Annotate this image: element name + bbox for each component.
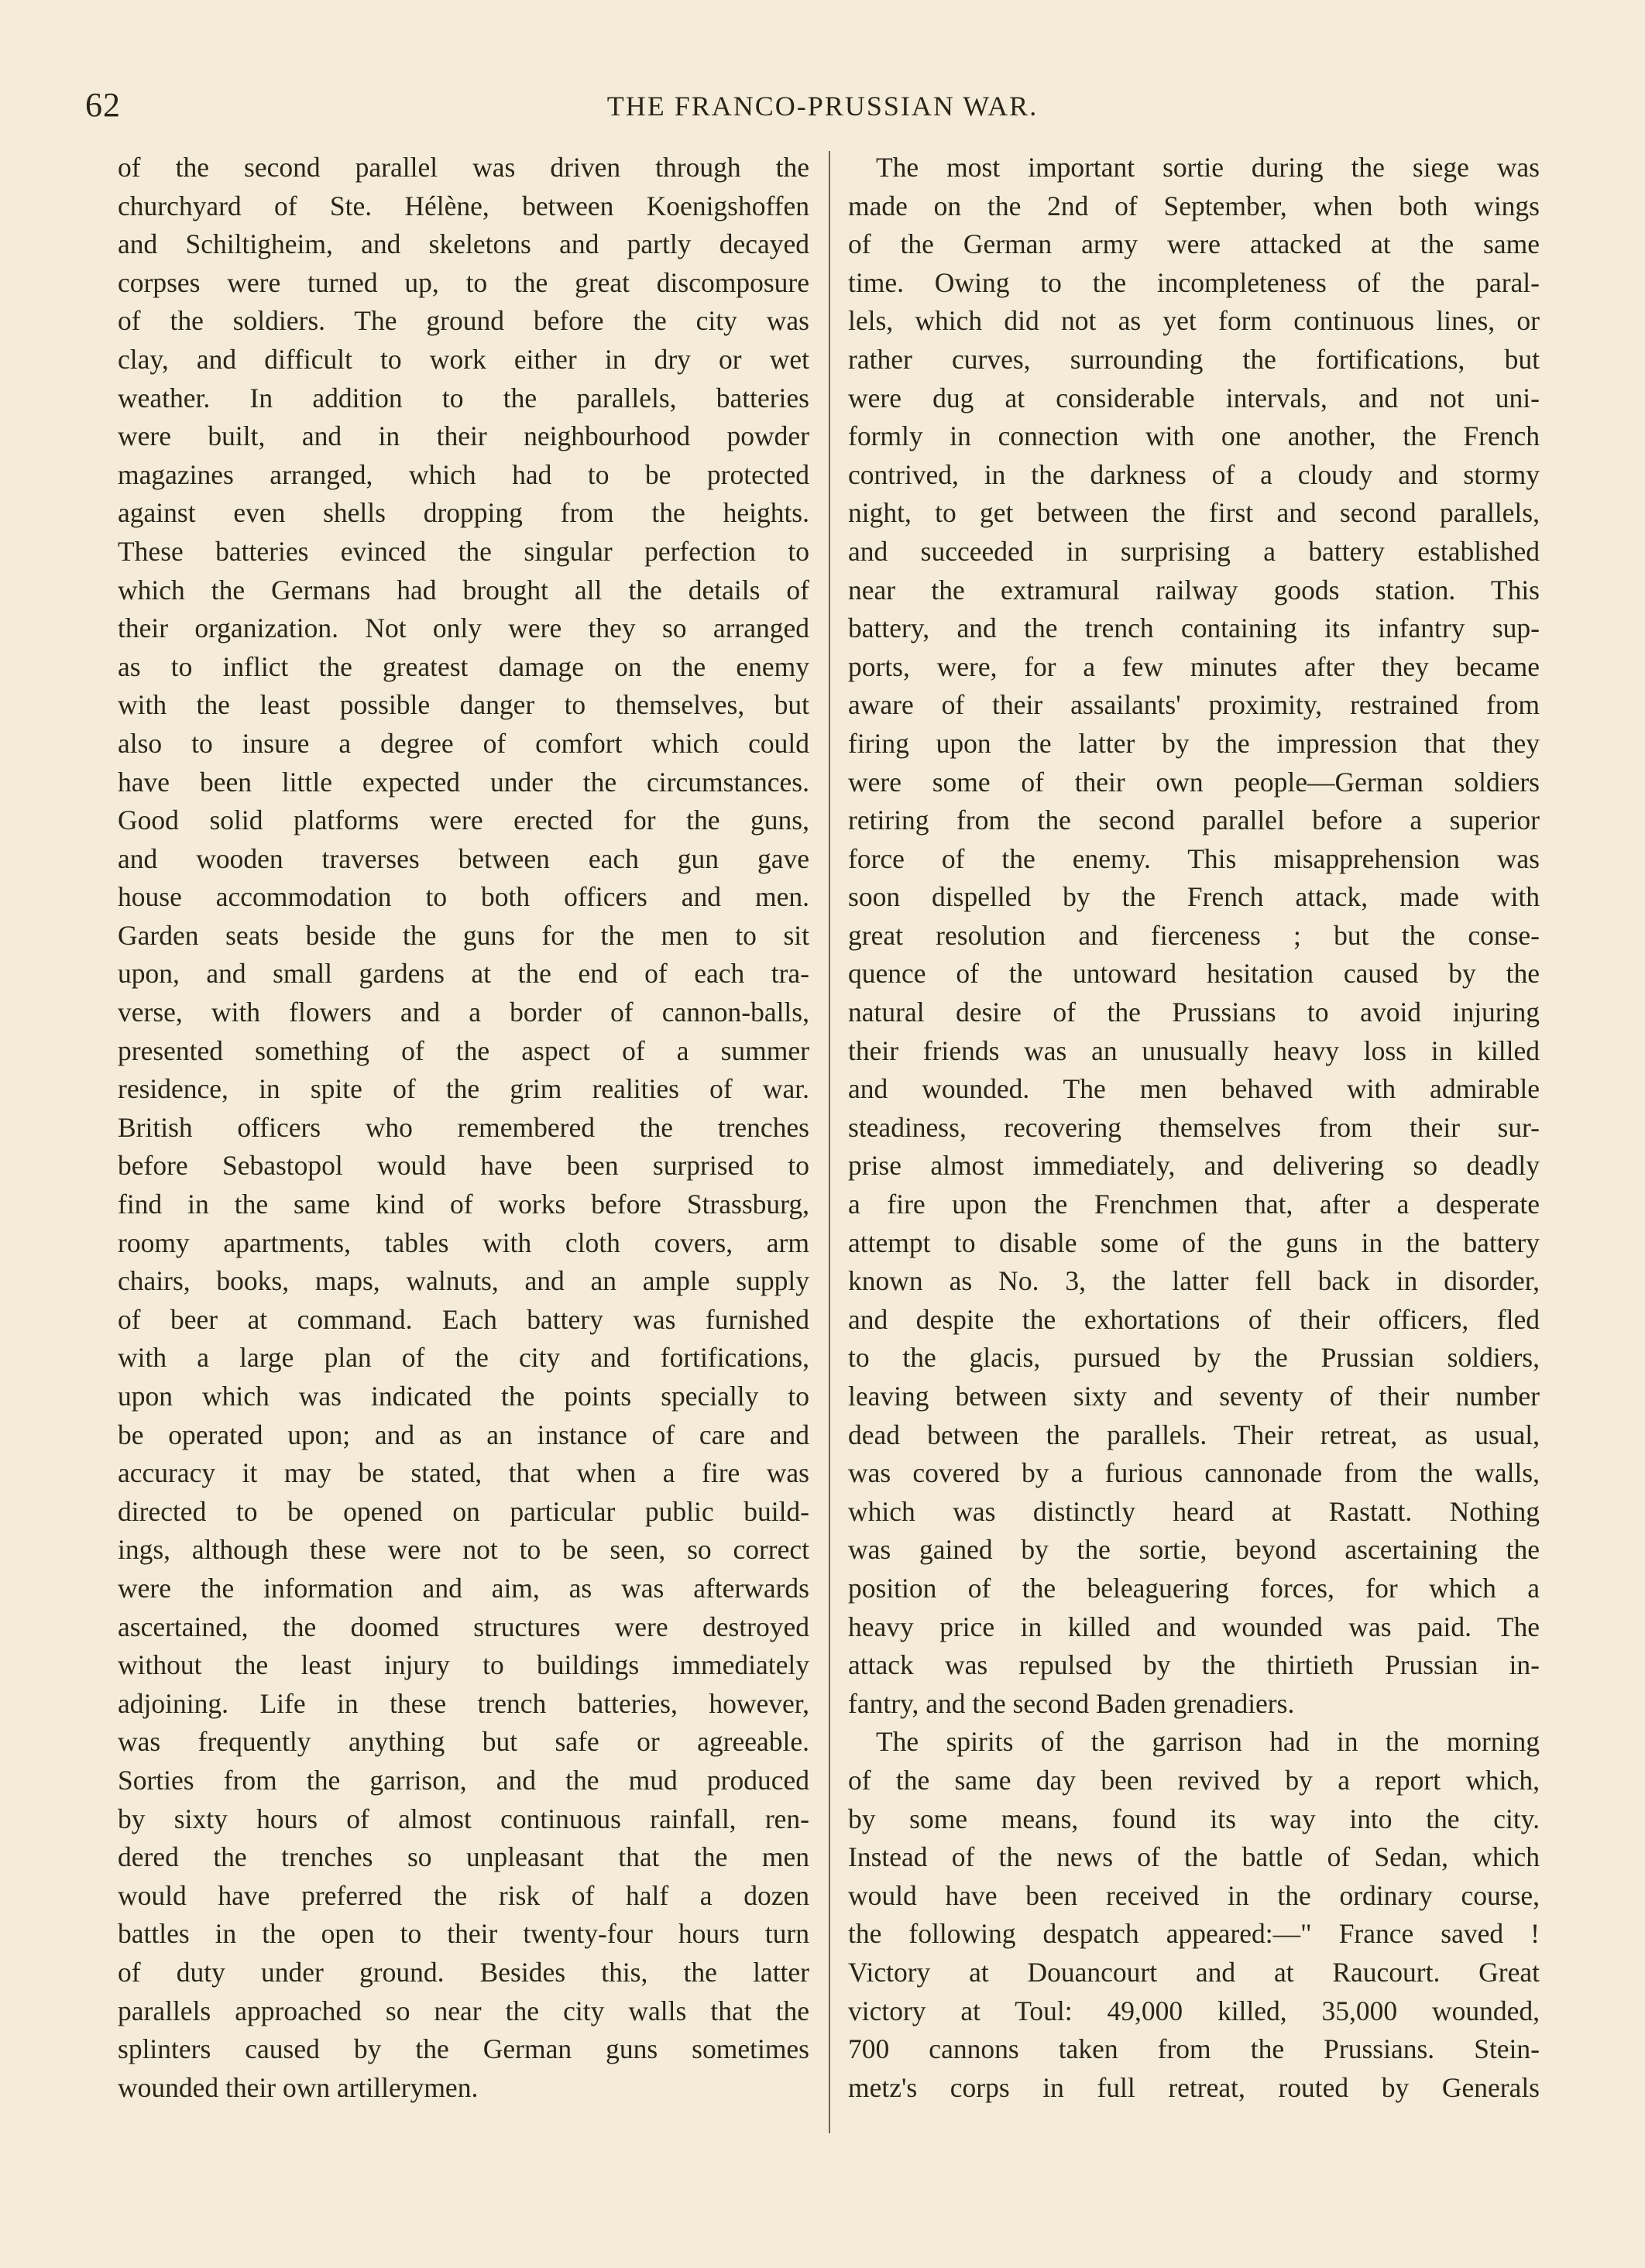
text-line: dered the trenches so unpleasant that the men <box>118 1841 809 1873</box>
text-line: night, to get between the first and second parallels, <box>848 497 1540 529</box>
text-line: chairs, books, maps, walnuts, and an ample supply <box>118 1265 809 1297</box>
text-line: with a large plan of the city and fortifications, <box>118 1342 809 1374</box>
text-line: metz's corps in full retreat, routed by Generals <box>848 2071 1540 2103</box>
text-line: roomy apartments, tables with cloth covers, arm <box>118 1227 809 1258</box>
text-line: dead between the parallels. Their retreat, as usual, <box>848 1419 1540 1450</box>
text-line: would have preferred the risk of half a dozen <box>118 1879 809 1911</box>
text-line: was gained by the sortie, beyond ascertaining the <box>848 1534 1540 1566</box>
text-line: of the second parallel was driven through the <box>118 152 809 183</box>
text-line: residence, in spite of the grim realities of war. <box>118 1073 809 1105</box>
text-line: which was distinctly heard at Rastatt. Nothing <box>848 1495 1540 1527</box>
text-line: and wounded. The men behaved with admirable <box>848 1073 1540 1105</box>
text-line: magazines arranged, which had to be protected <box>118 458 809 490</box>
text-line: ports, were, for a few minutes after they became <box>848 650 1540 682</box>
text-line: find in the same kind of works before Strassburg, <box>118 1189 809 1220</box>
text-line: without the least injury to buildings immediately <box>118 1649 809 1681</box>
text-line: aware of their assailants' proximity, restrained from <box>848 689 1540 721</box>
text-line: great resolution and fierceness ; but the conse- <box>848 919 1540 951</box>
text-line: and Schiltigheim, and skeletons and partly decayed <box>118 228 809 260</box>
text-line: prise almost immediately, and delivering so deadly <box>848 1150 1540 1182</box>
text-line: corpses were turned up, to the great discomposure <box>118 266 809 298</box>
text-line: ings, although these were not to be seen, so correct <box>118 1534 809 1566</box>
text-line: The most important sortie during the siege was <box>876 152 1540 183</box>
text-line: as to inflict the greatest damage on the enemy <box>118 650 809 682</box>
text-line: Good solid platforms were erected for the guns, <box>118 805 809 836</box>
text-line: and despite the exhortations of their officers, fled <box>848 1303 1540 1335</box>
text-line: verse, with flowers and a border of cannon-balls, <box>118 997 809 1028</box>
text-line: The spirits of the garrison had in the morning <box>876 1726 1540 1758</box>
text-line: were some of their own people—German soldiers <box>848 766 1540 798</box>
text-line: attempt to disable some of the guns in the battery <box>848 1227 1540 1258</box>
text-line: of the same day been revived by a report which, <box>848 1764 1540 1796</box>
text-line: leaving between sixty and seventy of their number <box>848 1381 1540 1412</box>
text-line: rather curves, surrounding the fortifications, but <box>848 343 1540 375</box>
running-title: THE FRANCO-PRUSSIAN WAR. <box>606 91 1039 122</box>
text-line: directed to be opened on particular public build- <box>118 1495 809 1527</box>
text-line: of the soldiers. The ground before the city was <box>118 305 809 337</box>
text-line: battery, and the trench containing its infantry sup- <box>848 612 1540 644</box>
text-line: heavy price in killed and wounded was paid. The <box>848 1611 1540 1642</box>
text-line: the following despatch appeared:—" France saved ! <box>848 1918 1540 1950</box>
text-line: was frequently anything but safe or agreeable. <box>118 1726 809 1758</box>
text-line: to the glacis, pursued by the Prussian soldiers, <box>848 1342 1540 1374</box>
text-line: splinters caused by the German guns sometimes <box>118 2033 809 2065</box>
text-line: known as No. 3, the latter fell back in disorder, <box>848 1265 1540 1297</box>
text-line: were the information and aim, as was afterwards <box>118 1572 809 1604</box>
text-line: their friends was an unusually heavy loss in killed <box>848 1034 1540 1066</box>
text-line: 700 cannons taken from the Prussians. Stein- <box>848 2033 1540 2065</box>
text-line: British officers who remembered the trenches <box>118 1111 809 1143</box>
text-line: parallels approached so near the city walls that the <box>118 1995 809 2026</box>
text-line: made on the 2nd of September, when both wings <box>848 190 1540 221</box>
text-line: fantry, and the second Baden grenadiers. <box>848 1687 1295 1719</box>
text-line: by sixty hours of almost continuous rainfall, ren- <box>118 1803 809 1834</box>
text-line: Garden seats beside the guns for the men to sit <box>118 919 809 951</box>
text-line: time. Owing to the incompleteness of the paral- <box>848 266 1540 298</box>
text-line: house accommodation to both officers and men. <box>118 881 809 913</box>
text-line: retiring from the second parallel before a superior <box>848 805 1540 836</box>
text-line: ascertained, the doomed structures were destroyed <box>118 1611 809 1642</box>
text-line: force of the enemy. This misapprehension was <box>848 842 1540 874</box>
text-line: accuracy it may be stated, that when a fire was <box>118 1457 809 1489</box>
text-line: of the German army were attacked at the same <box>848 228 1540 260</box>
text-line: upon, and small gardens at the end of each tra- <box>118 958 809 990</box>
text-line: upon which was indicated the points specially to <box>118 1381 809 1412</box>
text-line: by some means, found its way into the city. <box>848 1803 1540 1834</box>
text-line: steadiness, recovering themselves from their sur- <box>848 1111 1540 1143</box>
text-line: These batteries evinced the singular perfection to <box>118 535 809 567</box>
text-line: battles in the open to their twenty-four hours turn <box>118 1918 809 1950</box>
text-line: of beer at command. Each battery was furnished <box>118 1303 809 1335</box>
text-line: victory at Toul: 49,000 killed, 35,000 wounded, <box>848 1995 1540 2026</box>
text-line: their organization. Not only were they so arranged <box>118 612 809 644</box>
text-line: a fire upon the Frenchmen that, after a desperate <box>848 1189 1540 1220</box>
text-line: have been little expected under the circumstances. <box>118 766 809 798</box>
text-line: which the Germans had brought all the details of <box>118 574 809 606</box>
text-line: near the extramural railway goods station. This <box>848 574 1540 606</box>
text-line: before Sebastopol would have been surprised to <box>118 1150 809 1182</box>
text-line: was covered by a furious cannonade from the walls, <box>848 1457 1540 1489</box>
text-line: of duty under ground. Besides this, the latter <box>118 1956 809 1988</box>
text-line: attack was repulsed by the thirtieth Prussian in- <box>848 1649 1540 1681</box>
text-line: adjoining. Life in these trench batteries, however, <box>118 1687 809 1719</box>
text-line: weather. In addition to the parallels, batteries <box>118 382 809 413</box>
text-line: and succeeded in surprising a battery established <box>848 535 1540 567</box>
text-line: formly in connection with one another, the French <box>848 420 1540 452</box>
text-line: position of the beleaguering forces, for which a <box>848 1572 1540 1604</box>
text-line: be operated upon; and as an instance of care and <box>118 1419 809 1450</box>
text-line: soon dispelled by the French attack, made with <box>848 881 1540 913</box>
text-line: were dug at considerable intervals, and not uni- <box>848 382 1540 413</box>
text-line: were built, and in their neighbourhood powder <box>118 420 809 452</box>
text-line: clay, and difficult to work either in dry or wet <box>118 343 809 375</box>
page-number: 62 <box>85 86 121 124</box>
text-line: lels, which did not as yet form continuous lines, or <box>848 305 1540 337</box>
text-line: against even shells dropping from the heights. <box>118 497 809 529</box>
text-line: with the least possible danger to themselves, but <box>118 689 809 721</box>
text-line: and wooden traverses between each gun gave <box>118 842 809 874</box>
text-line: churchyard of Ste. Hélène, between Koenigshoffen <box>118 190 809 221</box>
text-line: would have been received in the ordinary course, <box>848 1879 1540 1911</box>
text-line: natural desire of the Prussians to avoid injuring <box>848 997 1540 1028</box>
right-column <box>848 149 1540 2107</box>
text-line: presented something of the aspect of a summer <box>118 1034 809 1066</box>
text-line: Victory at Douancourt and at Raucourt. Great <box>848 1956 1540 1988</box>
text-line: firing upon the latter by the impression that they <box>848 727 1540 759</box>
text-line: contrived, in the darkness of a cloudy and stormy <box>848 458 1540 490</box>
text-line: wounded their own artillerymen. <box>118 2071 479 2103</box>
text-line: quence of the untoward hesitation caused by the <box>848 958 1540 990</box>
column-divider <box>829 151 830 2133</box>
left-column <box>118 149 809 2107</box>
text-line: also to insure a degree of comfort which could <box>118 727 809 759</box>
text-line: Sorties from the garrison, and the mud produced <box>118 1764 809 1796</box>
text-line: Instead of the news of the battle of Sedan, which <box>848 1841 1540 1873</box>
